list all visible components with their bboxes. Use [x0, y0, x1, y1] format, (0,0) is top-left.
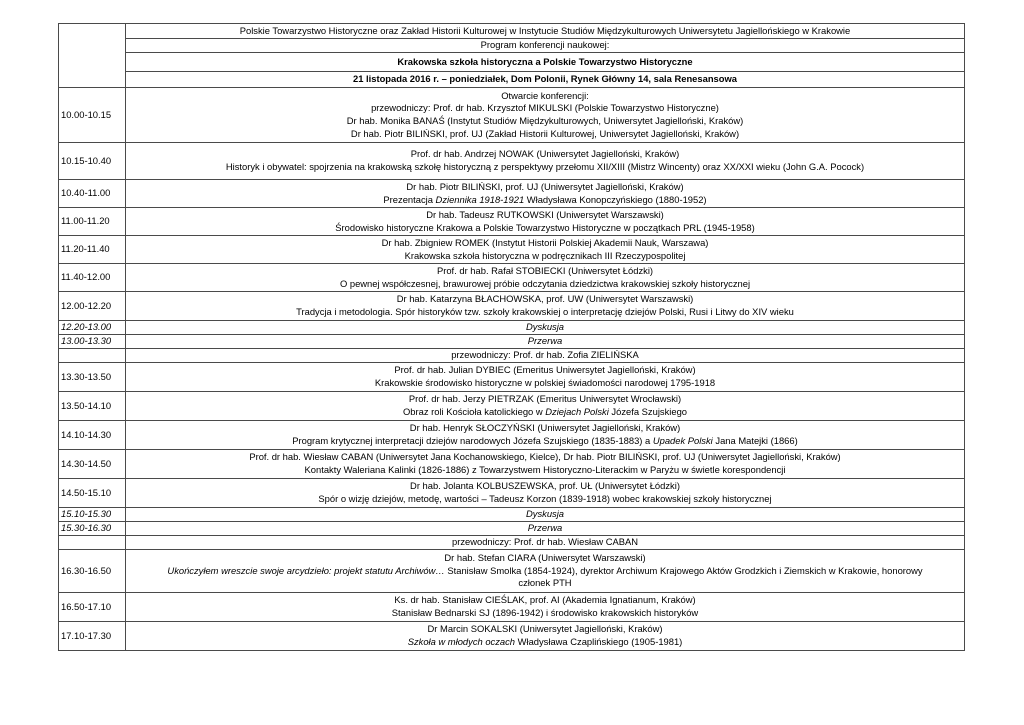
- session-time: 13.00-13.30: [59, 335, 126, 349]
- chair-row: [59, 536, 965, 550]
- session-time: 15.30-16.30: [59, 522, 126, 536]
- session-time: 17.10-17.30: [59, 622, 126, 651]
- session-time: 11.00-11.20: [59, 208, 126, 236]
- session-time: 14.30-14.50: [59, 450, 126, 479]
- session-details: [126, 208, 965, 236]
- break-label: Przerwa: [126, 335, 965, 349]
- session-speaker: Ks. dr hab. Stanisław CIEŚLAK, prof. AI (Akademia Ignatianum, Kraków): [394, 594, 696, 606]
- session-details: [126, 180, 965, 208]
- session-topic: Kontakty Waleriana Kalinki (1826-1886) z Towarzystwem Historyczno-Literackim w Paryżu w świetle korespondencji: [304, 464, 786, 475]
- topic-italic: Dziennika 1918-1921: [435, 193, 525, 205]
- chair-line: przewodniczy: Prof. dr hab. Wiesław CABAN: [126, 536, 965, 550]
- session-topic: [128, 406, 962, 419]
- session-details: [126, 292, 965, 321]
- session-speaker: Prof. dr hab. Andrzej NOWAK (Uniwersytet Jagielloński, Kraków): [410, 148, 680, 160]
- session-row: [59, 550, 965, 593]
- topic-text: Program krytycznej interpretacji dziejów narodowych Józefa Szujskiego (1835-1883) a: [292, 435, 653, 446]
- session-time: 15.10-15.30: [59, 508, 126, 522]
- session-speaker: Dr hab. Tadeusz RUTKOWSKI (Uniwersytet Warszawski): [426, 208, 664, 220]
- session-time: 10.40-11.00: [59, 180, 126, 208]
- topic-italic: Ukończyłem wreszcie swoje arcydzieło: projekt statutu Archiwów…: [167, 564, 445, 576]
- session-row: [59, 392, 965, 421]
- header-row-org: [59, 24, 965, 39]
- session-topic: [128, 565, 962, 578]
- session-speaker: Dr hab. Jolanta KOLBUSZEWSKA, prof. UŁ (Uniwersytet Łódzki): [410, 480, 680, 492]
- session-details: [126, 264, 965, 292]
- topic-text: Władysława Czaplińskiego (1905-1981): [515, 636, 683, 647]
- topic-text: Obraz roli Kościoła katolickiego w: [403, 406, 546, 417]
- session-speaker: Prof. dr hab. Rafał STOBIECKI (Uniwersytet Łódzki): [436, 264, 654, 276]
- session-line: Dr hab. Piotr BILIŃSKI, prof. UJ (Zakład Historii Kulturowej, Uniwersytet Jagielloński, Kraków): [350, 127, 740, 139]
- chair-row: [59, 349, 965, 363]
- session-row: [59, 363, 965, 392]
- discussion-label: Dyskusja: [126, 508, 965, 522]
- session-time: 16.50-17.10: [59, 593, 126, 622]
- session-details: [126, 363, 965, 392]
- session-row-break: [59, 522, 965, 536]
- session-line: Dr hab. Monika BANAŚ (Instytut Studiów Międzykulturowych, Uniwersytet Jagielloński, Kraków): [346, 115, 744, 126]
- session-details: [126, 593, 965, 622]
- topic-italic: Upadek Polski: [652, 435, 713, 446]
- session-time: 16.30-16.50: [59, 550, 126, 593]
- program-table: [58, 23, 965, 651]
- session-time-empty: [59, 349, 126, 363]
- header-row-date: [59, 72, 965, 88]
- topic-italic: Dziejach Polski: [545, 406, 609, 417]
- session-speaker: Dr hab. Stefan CIARA (Uniwersytet Warszawski): [444, 552, 646, 564]
- session-topic: Historyk i obywatel: spojrzenia na krakowską szkołę historyczną z perspektywy przełomu XII/XIII (Mistrz Wincenty) oraz XX/XXI wieku (John G.A. Pocock): [225, 161, 865, 172]
- program-label: Program konferencji naukowej:: [126, 39, 965, 53]
- session-details: [126, 622, 965, 651]
- session-time: 13.50-14.10: [59, 392, 126, 421]
- session-row: [59, 450, 965, 479]
- session-details: [126, 450, 965, 479]
- session-speaker: Prof. dr hab. Julian DYBIEC (Emeritus Uniwersytet Jagielloński, Kraków): [394, 364, 696, 376]
- session-time: 12.20-13.00: [59, 321, 126, 335]
- session-topic: [128, 636, 962, 649]
- topic-text: Władysława Konopczyńskiego (1880-1952): [524, 193, 707, 205]
- topic-text: Prezentacja: [383, 193, 436, 205]
- session-time: 10.15-10.40: [59, 143, 126, 180]
- session-row: [59, 421, 965, 450]
- session-row: [59, 264, 965, 292]
- session-row: [59, 143, 965, 180]
- session-row: [59, 292, 965, 321]
- session-row: [59, 208, 965, 236]
- session-details: [126, 236, 965, 264]
- session-details: [126, 550, 965, 593]
- session-topic: [128, 435, 962, 448]
- session-details: [126, 88, 965, 143]
- topic-text: Józefa Szujskiego: [608, 406, 687, 417]
- session-speaker: Dr hab. Piotr BILIŃSKI, prof. UJ (Uniwersytet Jagielloński, Kraków): [406, 180, 684, 192]
- session-speaker: Dr hab. Katarzyna BŁACHOWSKA, prof. UW (Uniwersytet Warszawski): [396, 293, 694, 305]
- session-details: [126, 392, 965, 421]
- session-topic: Krakowska szkoła historyczna w podręcznikach III Rzeczypospolitej: [404, 249, 686, 261]
- topic-text: Jana Matejki (1866): [712, 435, 798, 446]
- session-time: 14.10-14.30: [59, 421, 126, 450]
- session-time: 14.50-15.10: [59, 479, 126, 508]
- session-topic: Krakowskie środowisko historyczne w polskiej świadomości narodowej 1795-1918: [374, 377, 716, 388]
- session-speaker: Prof. dr hab. Jerzy PIETRZAK (Emeritus Uniwersytet Wrocławski): [408, 393, 682, 405]
- topic-text: Stanisław Smolka (1854-1924), dyrektor Archiwum Krajowego Aktów Grodzkich i Ziemskich w Krakowie, honorowy: [444, 564, 923, 576]
- session-topic: [128, 194, 962, 207]
- date-place: 21 listopada 2016 r. – poniedziałek, Dom Polonii, Rynek Główny 14, sala Renesansowa: [126, 72, 965, 88]
- header-row-title: [59, 53, 965, 72]
- session-time: 13.30-13.50: [59, 363, 126, 392]
- session-speaker: Dr hab. Zbigniew ROMEK (Instytut Historii Polskiej Akademii Nauk, Warszawa): [381, 236, 709, 248]
- session-topic: Stanisław Bednarski SJ (1896-1942) i środowisko krakowskich historyków: [391, 607, 699, 618]
- session-row: [59, 622, 965, 651]
- session-topic-cont: członek PTH: [518, 577, 572, 589]
- session-topic: Spór o wizję dziejów, metodę, wartości – Tadeusz Korzon (1839-1918) wobec krakowskiej szkoły historycznej: [318, 493, 772, 504]
- session-row: [59, 236, 965, 264]
- session-line: przewodniczy: Prof. dr hab. Krzysztof MIKULSKI (Polskie Towarzystwo Historyczne): [371, 102, 719, 114]
- session-details: [126, 479, 965, 508]
- organizer-line: Polskie Towarzystwo Historyczne oraz Zakład Historii Kulturowej w Instytucie Studiów Międzykulturowych Uniwersytetu Jagiellońskiego w Krakowie: [126, 24, 965, 39]
- session-row-break: [59, 335, 965, 349]
- header-row-program: [59, 39, 965, 53]
- session-topic: O pewnej współczesnej, brawurowej próbie odczytania dziedzictwa krakowskiej szkoły historycznej: [339, 277, 751, 289]
- topic-italic: Szkoła w młodych oczach: [407, 636, 516, 647]
- session-details: [126, 421, 965, 450]
- session-row-discussion: [59, 508, 965, 522]
- session-topic: Środowisko historyczne Krakowa a Polskie Towarzystwo Historyczne w początkach PRL (1945-1958): [335, 221, 755, 233]
- session-speaker: Dr hab. Henryk SŁOCZYŃSKI (Uniwersytet Jagielloński, Kraków): [409, 422, 681, 434]
- session-time-empty: [59, 536, 126, 550]
- chair-line: przewodniczy: Prof. dr hab. Zofia ZIELIŃSKA: [126, 349, 965, 363]
- session-topic: Tradycja i metodologia. Spór historyków tzw. szkoły krakowskiej o interpretację dziejów Polski, Rusi i Litwy do XIV wieku: [296, 306, 794, 317]
- session-row: [59, 88, 965, 143]
- conference-title: Krakowska szkoła historyczna a Polskie Towarzystwo Historyczne: [126, 53, 965, 72]
- session-row: [59, 180, 965, 208]
- session-row: [59, 593, 965, 622]
- session-time: 11.20-11.40: [59, 236, 126, 264]
- session-time: 12.00-12.20: [59, 292, 126, 321]
- session-time: 10.00-10.15: [59, 88, 126, 143]
- session-details: [126, 143, 965, 180]
- session-speaker: Prof. dr hab. Wiesław CABAN (Uniwersytet Jana Kochanowskiego, Kielce), Dr hab. Piotr BILIŃSKI, prof. UJ (Uniwersytet Jagielloński, Kraków): [249, 451, 841, 463]
- break-label: Przerwa: [126, 522, 965, 536]
- session-time: 11.40-12.00: [59, 264, 126, 292]
- session-speaker: Dr Marcin SOKALSKI (Uniwersytet Jagielloński, Kraków): [427, 623, 663, 635]
- session-line: Otwarcie konferencji:: [501, 89, 589, 101]
- discussion-label: Dyskusja: [126, 321, 965, 335]
- header-empty-cell: [59, 24, 126, 88]
- session-row: [59, 479, 965, 508]
- session-row-discussion: [59, 321, 965, 335]
